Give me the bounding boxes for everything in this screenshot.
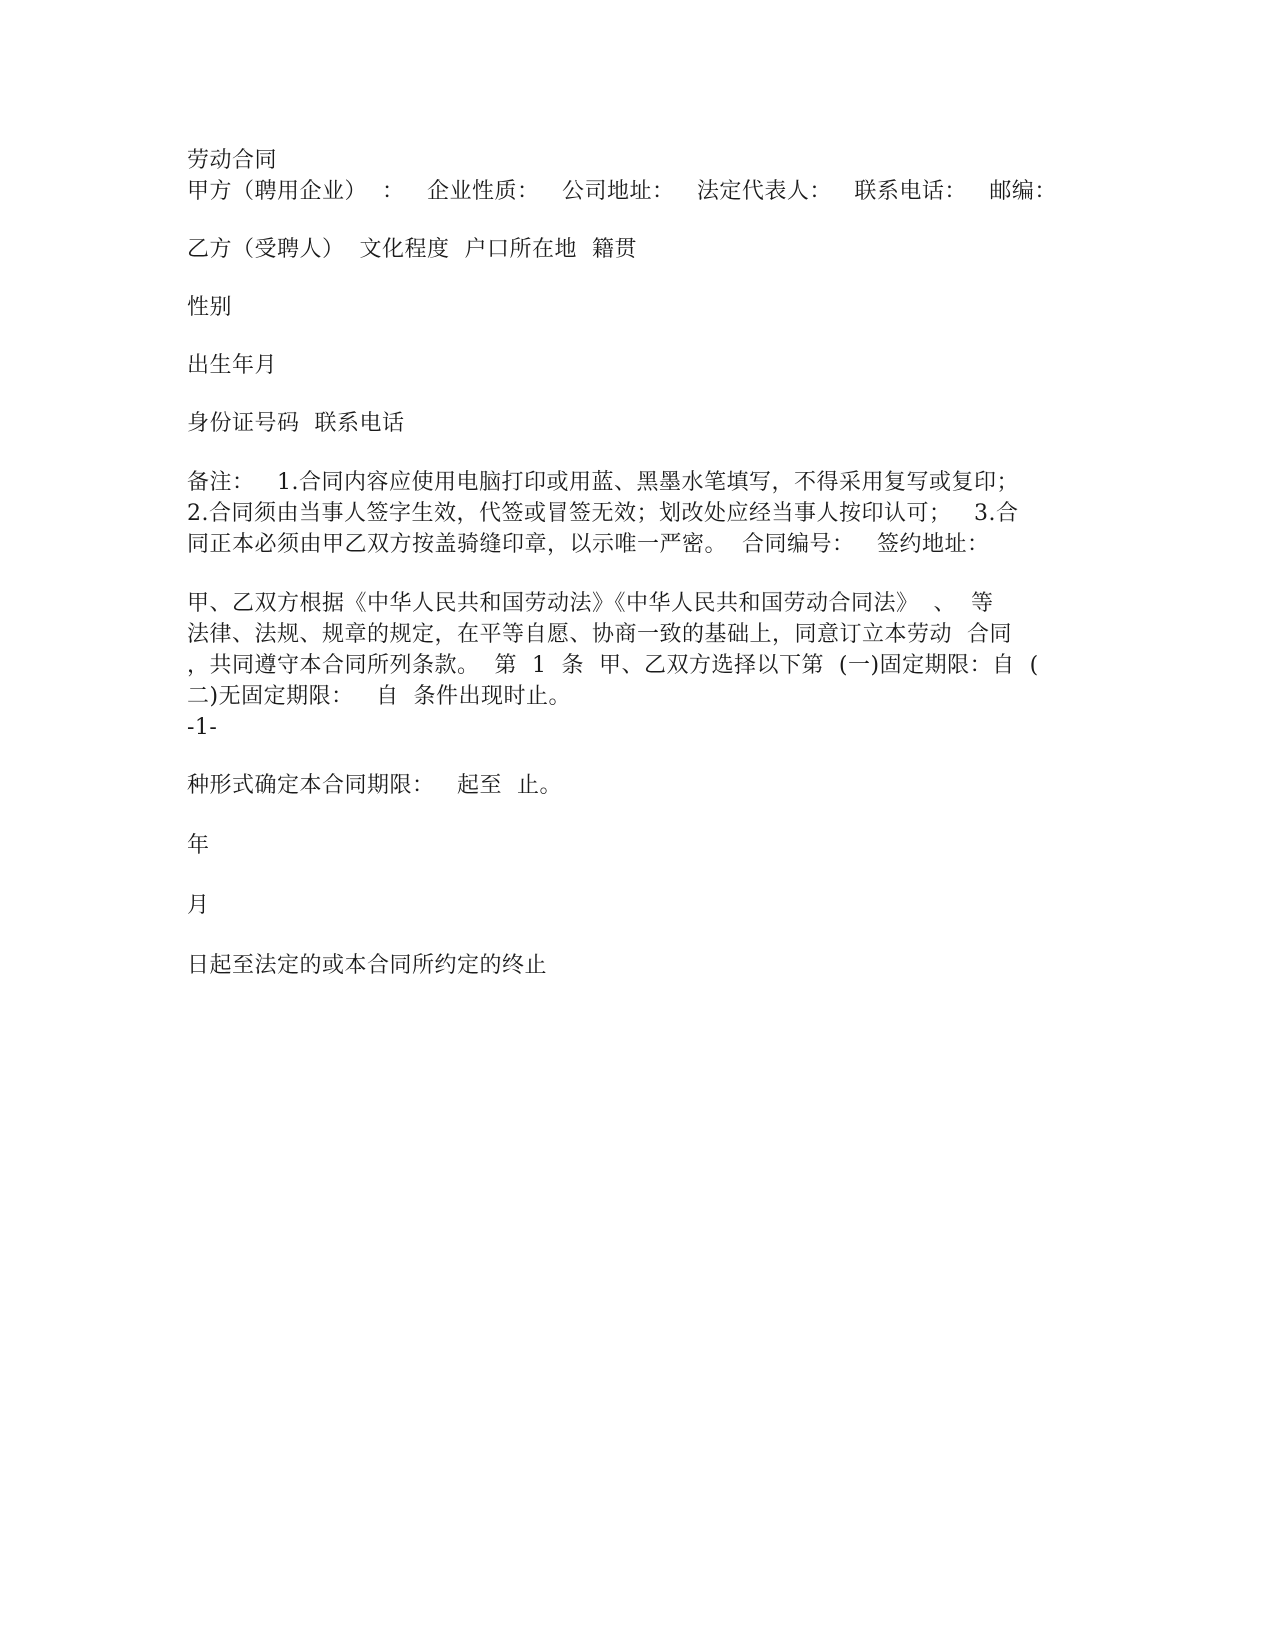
body-line: 甲、乙双方根据《中华人民共和国劳动法》《中华人民共和国劳动合同法》 、 等 xyxy=(187,591,994,616)
body-line: 法律、法规、规章的规定，在平等自愿、协商一致的基础上，同意订立本劳动 合同 xyxy=(187,622,1012,647)
year-label: 年 xyxy=(187,833,210,858)
notes-line: 备注： 1.合同内容应使用电脑打印或用蓝、黑墨水笔填写，不得采用复写或复印； xyxy=(187,470,1019,495)
body-line: ，共同遵守本合同所列条款。 第 1 条 甲、乙双方选择以下第 (一)固定期限：自 ( xyxy=(187,653,1039,678)
id-phone-line: 身份证号码 联系电话 xyxy=(187,411,405,436)
page-number: -1- xyxy=(187,715,218,740)
term-line: 种形式确定本合同期限： 起至 止。 xyxy=(187,773,562,798)
document-title: 劳动合同 xyxy=(187,148,278,173)
day-line: 日起至法定的或本合同所约定的终止 xyxy=(187,953,548,978)
gender-label: 性别 xyxy=(187,295,233,320)
party-a-line: 甲方（聘用企业） ： 企业性质： 公司地址： 法定代表人： 联系电话： 邮编： xyxy=(187,179,1057,204)
month-label: 月 xyxy=(187,893,210,918)
notes-line: 同正本必须由甲乙双方按盖骑缝印章，以示唯一严密。 合同编号： 签约地址： xyxy=(187,532,990,557)
party-b-line: 乙方（受聘人） 文化程度 户口所在地 籍贯 xyxy=(187,237,637,262)
notes-line: 2.合同须由当事人签字生效，代签或冒签无效；划改处应经当事人按印认可； 3.合 xyxy=(187,501,1019,526)
body-line: 二)无固定期限： 自 条件出现时止。 xyxy=(187,684,572,709)
birth-label: 出生年月 xyxy=(187,353,278,378)
